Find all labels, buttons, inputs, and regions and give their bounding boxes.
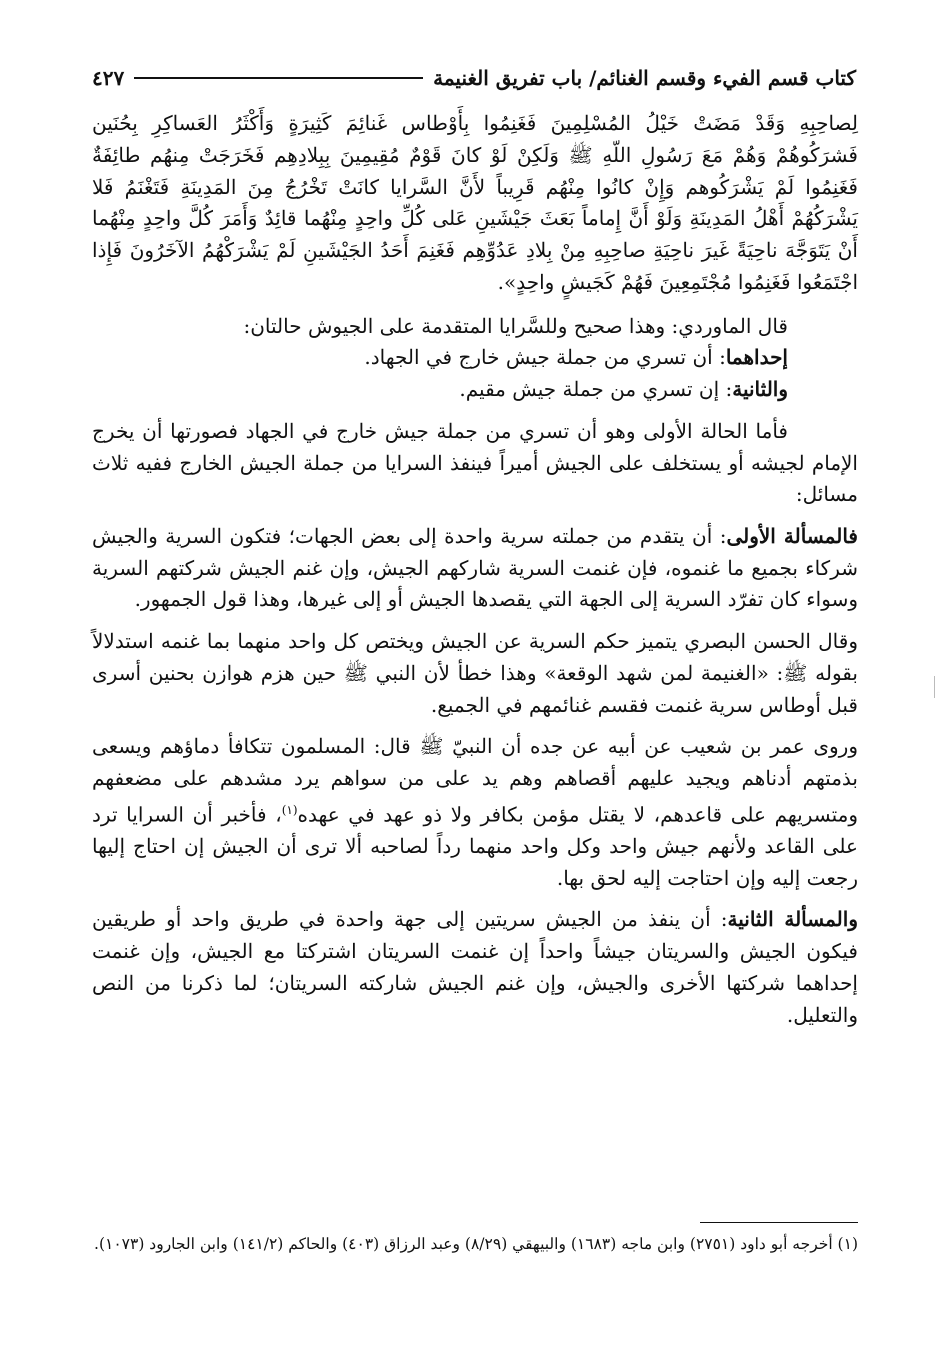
- hadith-text-before: وروى عمر بن شعيب عن أبيه عن جده أن النبيّ ﷺ قال: المسلمون تتكافأ دماؤهم ويسعى بذمتهم أدناهم ويجيد عليهم أقصاهم وهم يد على من سواهم يرد مشدهم على مضعفهم ومتسريهم على قاعدهم، لا يقتل مؤمن بكافر ولا ذو عهد في عهده: [92, 734, 858, 827]
- mawardi-section: [92, 311, 858, 406]
- header-rule: [134, 77, 423, 79]
- mawardi-intro: قال الماوردي: وهذا صحيح وللسَّرايا المتقدمة على الجيوش حالتان:: [243, 313, 788, 338]
- running-title: كتاب قسم الفيء وقسم الغنائم/ باب تفريق الغنيمة: [433, 66, 856, 90]
- page-number: ٤٢٧: [92, 66, 125, 90]
- hasan-paragraph: وقال الحسن البصري يتميز حكم السرية عن الجيش ويختص كل واحد منهما بما غنمه استدلالاً بقوله ﷺ: «الغنيمة لمن شهد الوقعة» وهذا خطأ لأن النبي ﷺ حين هزم هوازن بحنين أسرى قبل أوطاس سرية غنمت فقسم غنائمهم في الجميع.: [92, 629, 858, 717]
- page-body: [92, 108, 858, 1041]
- issue-one-paragraph: [92, 521, 858, 616]
- first-case-label: إحداهما: [725, 345, 788, 370]
- page-header: [92, 58, 856, 98]
- margin-mark: [934, 676, 935, 698]
- issue-two-paragraph: [92, 904, 858, 1031]
- issue-one-label: فالمسألة الأولى: [726, 524, 858, 548]
- hadith-text-after: ، فأخبر أن السرايا ترد على القاعد ولأنهم جيش واحد وكل واحد منهما رداً لصاحبه ألا ترى أن الجيش إن احتاج إليها رجعت إليه وإن احتاجت إليه لحق بها.: [92, 802, 858, 890]
- second-case-text: : إن تسري من جملة جيش مقيم.: [459, 377, 733, 402]
- issue-one-text: : أن يتقدم من جملته سرية واحدة إلى بعض الجهات؛ فتكون السرية والجيش شركاء بجميع ما غنموه، فإن غنمت السرية شاركهم الجيش، وإن غنم الجيش شركتهم السرية وسواء كان تفرّد السرية إلى الجهة التي يقصدها الجيش أو إلى غيرها، وهذا قول الجمهور.: [92, 524, 859, 612]
- case-one-paragraph: فأما الحالة الأولى وهو أن تسري من جملة جيش خارج في الجهاد فصورتها أن يخرج الإمام لجيشه أو يستخلف على الجيش أميراً فينفذ السرايا من جملة الجيش الخارج ففيه ثلاث مسائل:: [92, 418, 858, 507]
- first-case: [92, 342, 788, 374]
- footnote-ref[interactable]: (١): [281, 802, 298, 817]
- footnote: (١) أخرجه أبو داود (٢٧٥١) وابن ماجه (١٦٨٣) والبيهقي (٨/٢٩) وعبد الرزاق (٤٠٣) والحاكم (١٤١/٢) وابن الجارود (١٠٧٣).: [94, 1235, 858, 1253]
- footnote-separator: [700, 1222, 858, 1223]
- first-case-text: : أن تسري من جملة جيش خارج في الجهاد.: [364, 345, 726, 370]
- quoted-passage: لِصاحِبِهِ وَقَدْ مَضَتْ خَيْلُ المُسْلِمِينَ فَغَنِمُوا بِأَوْطاس غَنائِمَ كَثِيرَةٍ وَأَكْثَرُ العَساكِرِ بِحُنَين فَشرَكُوهُمْ وَهُمْ مَعَ رَسُولِ اللّهِ ﷺ وَلَكِنْ لَوْ كانَ قَوْمٌ مُقِيمِينَ بِبِلادِهِم فَخَرَجَتْ مِنهُم طائِفَةٌ فَغَنِمُوا لَمْ يَشْرَكُوهم وَإِنْ كانُوا مِنْهُم قَرِيباً لأَنَّ السَّرايا كانَتْ تَخْرُجُ مِنَ المَدِينَةِ فَتَغْنَمُ فَلا يَشْرَكُهُمْ أَهْلُ المَدِينَةِ وَلَوْ أَنَّ إِماماً بَعَثَ جَيْشَينِ عَلى كُلِّ واحِدٍ مِنْهُما قائِدٌ وَأَمَرَ كُلَّ واحِدٍ مِنْهُما أَنْ يَتَوَجَّهَ ناحِيَةً غَيرَ ناحِيَةِ صاحِبِهِ مِنْ بِلادِ عَدُوِّهِم فَغَنِمَ أَحَدُ الجَيْشَينِ لَمْ يَشْرَكْهُمُ الآخَرُونَ فَإِذا اجْتَمَعُوا فَغَنِمُوا مُجْتَمِعِينَ فَهُمْ كَجَيشٍ واحِدٍ».: [92, 111, 858, 294]
- second-case: [92, 374, 788, 406]
- hadith-paragraph: [92, 731, 858, 894]
- issue-two-text: : أن ينفذ من الجيش سريتين إلى جهة واحدة في طريق واحد أو طريقين فيكون الجيش والسريتان جيشاً واحداً إن غنمت السريتان اشتركتا مع الجيش، وإن غنمت إحداهما شركتها الأخرى والجيش، وإن غنم الجيش شاركته السريتان؛ لما ذكرنا من النص والتعليل.: [92, 907, 858, 1027]
- second-case-label: والثانية: [732, 377, 788, 402]
- issue-two-label: والمسألة الثانية: [727, 907, 858, 932]
